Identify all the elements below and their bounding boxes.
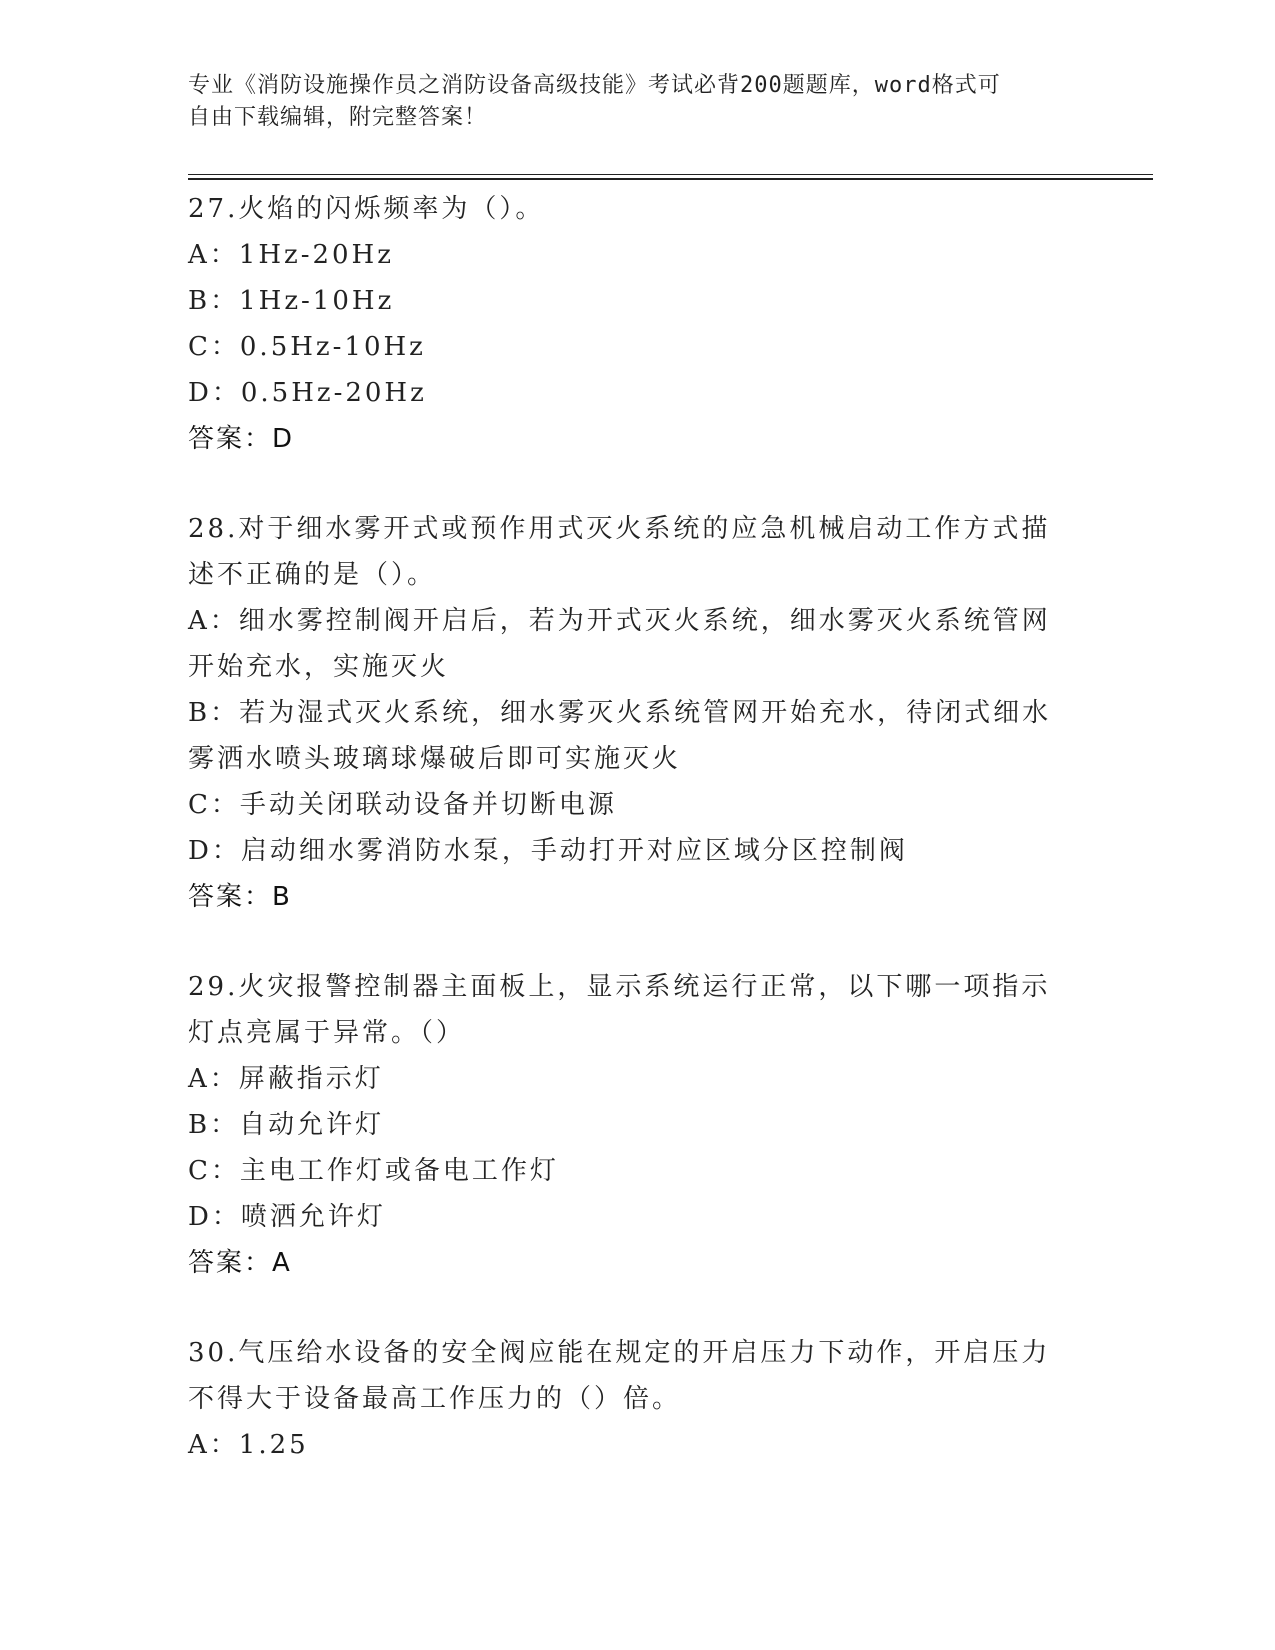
answer-line: 答案：B — [188, 882, 292, 912]
option-b: B：1Hz-10Hz — [188, 286, 395, 316]
option-d: D：0.5Hz-20Hz — [188, 378, 427, 408]
option-c: C：主电工作灯或备电工作灯 — [188, 1156, 559, 1186]
header-line-2: 自由下载编辑，附完整答案！ — [188, 105, 488, 130]
question-27 — [188, 186, 1153, 462]
question-list — [188, 186, 1153, 1468]
header-line-1: 专业《消防设施操作员之消防设备高级技能》考试必背200题题库，word格式可 — [188, 73, 1001, 98]
question-30 — [188, 1330, 1153, 1468]
option-a: A：1Hz-20Hz — [188, 240, 394, 270]
document-page — [188, 70, 1153, 1512]
option-b: B：若为湿式灭火系统，细水雾灭火系统管网开始充水，待闭式细水雾洒水喷头玻璃球爆破后即可实施灭火 — [188, 698, 1052, 774]
question-29 — [188, 964, 1153, 1286]
answer-line: 答案：D — [188, 424, 295, 454]
option-b: B：自动允许灯 — [188, 1110, 385, 1140]
option-a: A：1.25 — [188, 1430, 309, 1460]
option-c: C：0.5Hz-10Hz — [188, 332, 426, 362]
option-d: D：喷洒允许灯 — [188, 1202, 386, 1232]
question-stem: 30.气压给水设备的安全阀应能在规定的开启压力下动作，开启压力不得大于设备最高工作压力的（）倍。 — [188, 1338, 1051, 1414]
header-divider — [188, 174, 1153, 180]
answer-line: 答案：A — [188, 1248, 292, 1278]
question-stem: 27.火焰的闪烁频率为（）。 — [188, 194, 545, 224]
option-a: A：细水雾控制阀开启后，若为开式灭火系统，细水雾灭火系统管网开始充水，实施灭火 — [188, 606, 1051, 682]
document-header — [188, 70, 1068, 134]
question-28 — [188, 506, 1153, 920]
question-stem: 29.火灾报警控制器主面板上，显示系统运行正常，以下哪一项指示灯点亮属于异常。（） — [188, 972, 1051, 1048]
option-d: D：启动细水雾消防水泵，手动打开对应区域分区控制阀 — [188, 836, 908, 866]
option-a: A：屏蔽指示灯 — [188, 1064, 384, 1094]
question-stem: 28.对于细水雾开式或预作用式灭火系统的应急机械启动工作方式描述不正确的是（）。 — [188, 514, 1051, 590]
option-c: C：手动关闭联动设备并切断电源 — [188, 790, 617, 820]
